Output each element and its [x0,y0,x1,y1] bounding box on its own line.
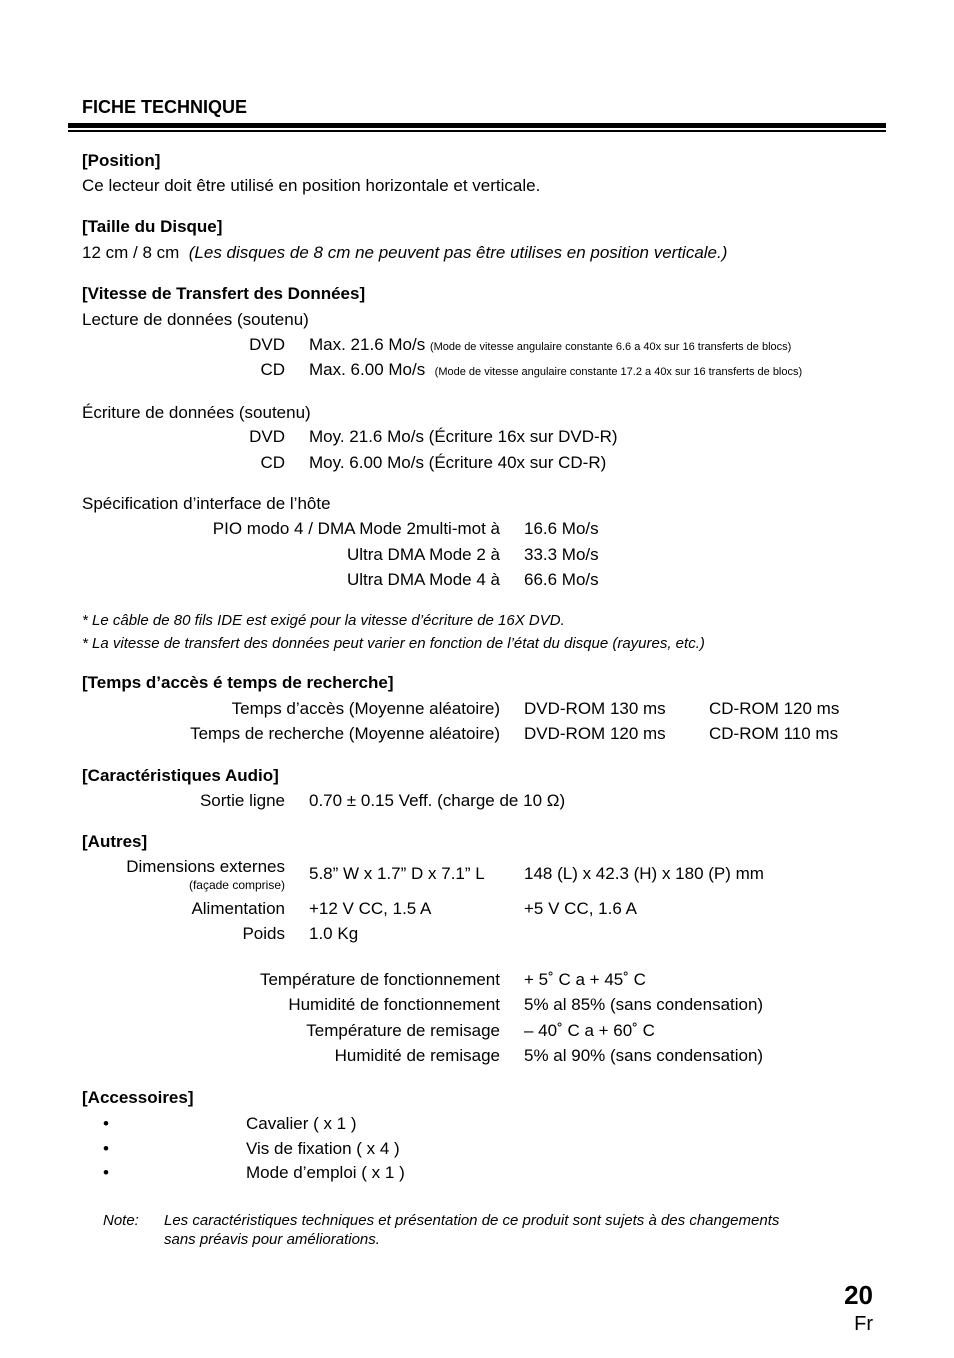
transfer-heading: [Vitesse de Transfert des Données] [82,284,366,303]
power-12v: +12 V CC, 1.5 A [309,899,432,918]
accessory-bullet: • [103,1114,109,1133]
env-value-op-hum: 5% al 85% (sans condensation) [524,995,764,1014]
access-heading: [Temps d’accès é temps de recherche] [82,673,394,692]
interface-value-pio: 16.6 Mo/s [524,519,599,538]
disc-size-value: 12 cm / 8 cm [82,243,180,262]
read-dvd-row [309,335,791,357]
read-cd-value: Max. 6.00 Mo/s [309,360,426,379]
write-dvd-value: Moy. 21.6 Mo/s (Écriture 16x sur DVD-R) [309,427,618,446]
weight-value: 1.0 Kg [309,924,359,943]
dimensions-label: Dimensions externes [126,857,285,876]
dimensions-metric: 148 (L) x 42.3 (H) x 180 (P) mm [524,864,764,883]
accessories-heading: [Accessoires] [82,1088,194,1107]
interface-label-udma2: Ultra DMA Mode 2 à [346,545,500,564]
access-cd: CD-ROM 120 ms [709,699,840,718]
read-cd-label: CD [260,360,285,379]
position-heading: [Position] [82,151,161,170]
audio-heading: [Caractéristiques Audio] [82,766,279,785]
position-text: Ce lecteur doit être utilisé en position horizontale et verticale. [82,176,541,195]
seek-dvd: DVD-ROM 120 ms [524,724,666,743]
audio-label: Sortie ligne [199,791,285,810]
accessory-bullet: • [103,1163,109,1182]
title-rule-thin [68,130,886,132]
read-cd-note: (Mode de vitesse angulaire constante 17.2 a 40x sur 16 transferts de blocs) [434,366,803,378]
interface-title: Spécification d’interface de l’hôte [82,494,331,513]
disc-size-note: (Les disques de 8 cm ne peuvent pas être utilises en position verticale.) [188,243,728,262]
note-label: Note: [103,1212,139,1229]
read-dvd-note: (Mode de vitesse angulaire constante 6.6 a 40x sur 16 transferts de blocs) [429,341,792,353]
read-dvd-label: DVD [249,335,285,354]
power-label: Alimentation [191,899,285,918]
power-5v: +5 V CC, 1.6 A [524,899,637,918]
env-label-st-temp: Température de remisage [306,1021,500,1040]
access-label: Temps d’accès (Moyenne aléatoire) [231,699,500,718]
note-line-2: sans préavis pour améliorations. [164,1231,380,1248]
dimensions-sub: (façade comprise) [188,878,285,892]
interface-label-udma4: Ultra DMA Mode 4 à [346,570,500,589]
access-dvd: DVD-ROM 130 ms [524,699,666,718]
read-dvd-value: Max. 21.6 Mo/s [309,335,426,354]
accessory-item: Cavalier ( x 1 ) [246,1114,357,1133]
seek-cd: CD-ROM 110 ms [709,724,839,743]
env-value-st-hum: 5% al 90% (sans condensation) [524,1046,764,1065]
audio-value: 0.70 ± 0.15 Veff. (charge de 10 Ω) [309,791,566,810]
dimensions-imperial: 5.8” W x 1.7” D x 7.1” L [309,864,485,883]
seek-label: Temps de recherche (Moyenne aléatoire) [190,724,500,743]
write-cd-label: CD [260,453,285,472]
interface-label-pio: PIO modo 4 / DMA Mode 2multi-mot à [212,519,500,538]
weight-label: Poids [242,924,285,943]
note-line-1: Les caractéristiques techniques et présentation de ce produit sont sujets à des changements [164,1212,780,1229]
disc-size-heading: [Taille du Disque] [82,217,223,236]
env-label-op-hum: Humidité de fonctionnement [288,995,500,1014]
accessory-item: Vis de fixation ( x 4 ) [246,1139,400,1158]
accessory-bullet: • [103,1139,109,1158]
accessory-item: Mode d’emploi ( x 1 ) [246,1163,405,1182]
env-value-st-temp: – 40˚ C a + 60˚ C [524,1021,655,1040]
read-title: Lecture de données (soutenu) [82,310,309,329]
footnote-2: * La vitesse de transfert des données peut varier en fonction de l’état du disque (rayures, etc.) [82,635,705,652]
interface-value-udma2: 33.3 Mo/s [524,545,599,564]
read-cd-row [309,360,802,382]
interface-value-udma4: 66.6 Mo/s [524,570,599,589]
page-number: 20 [844,1280,873,1310]
page-title: FICHE TECHNIQUE [82,97,248,117]
write-dvd-label: DVD [249,427,285,446]
title-rule-thick [68,123,886,128]
disc-size-line [82,243,727,263]
env-value-op-temp: + 5˚ C a + 45˚ C [524,970,646,989]
write-title: Écriture de données (soutenu) [82,403,311,422]
env-label-op-temp: Température de fonctionnement [259,970,500,989]
write-cd-value: Moy. 6.00 Mo/s (Écriture 40x sur CD-R) [309,453,607,472]
others-heading: [Autres] [82,832,148,851]
page-language: Fr [854,1313,873,1335]
footnote-1: * Le câble de 80 fils IDE est exigé pour la vitesse d’écriture de 16X DVD. [82,612,565,629]
env-label-st-hum: Humidité de remisage [334,1046,500,1065]
